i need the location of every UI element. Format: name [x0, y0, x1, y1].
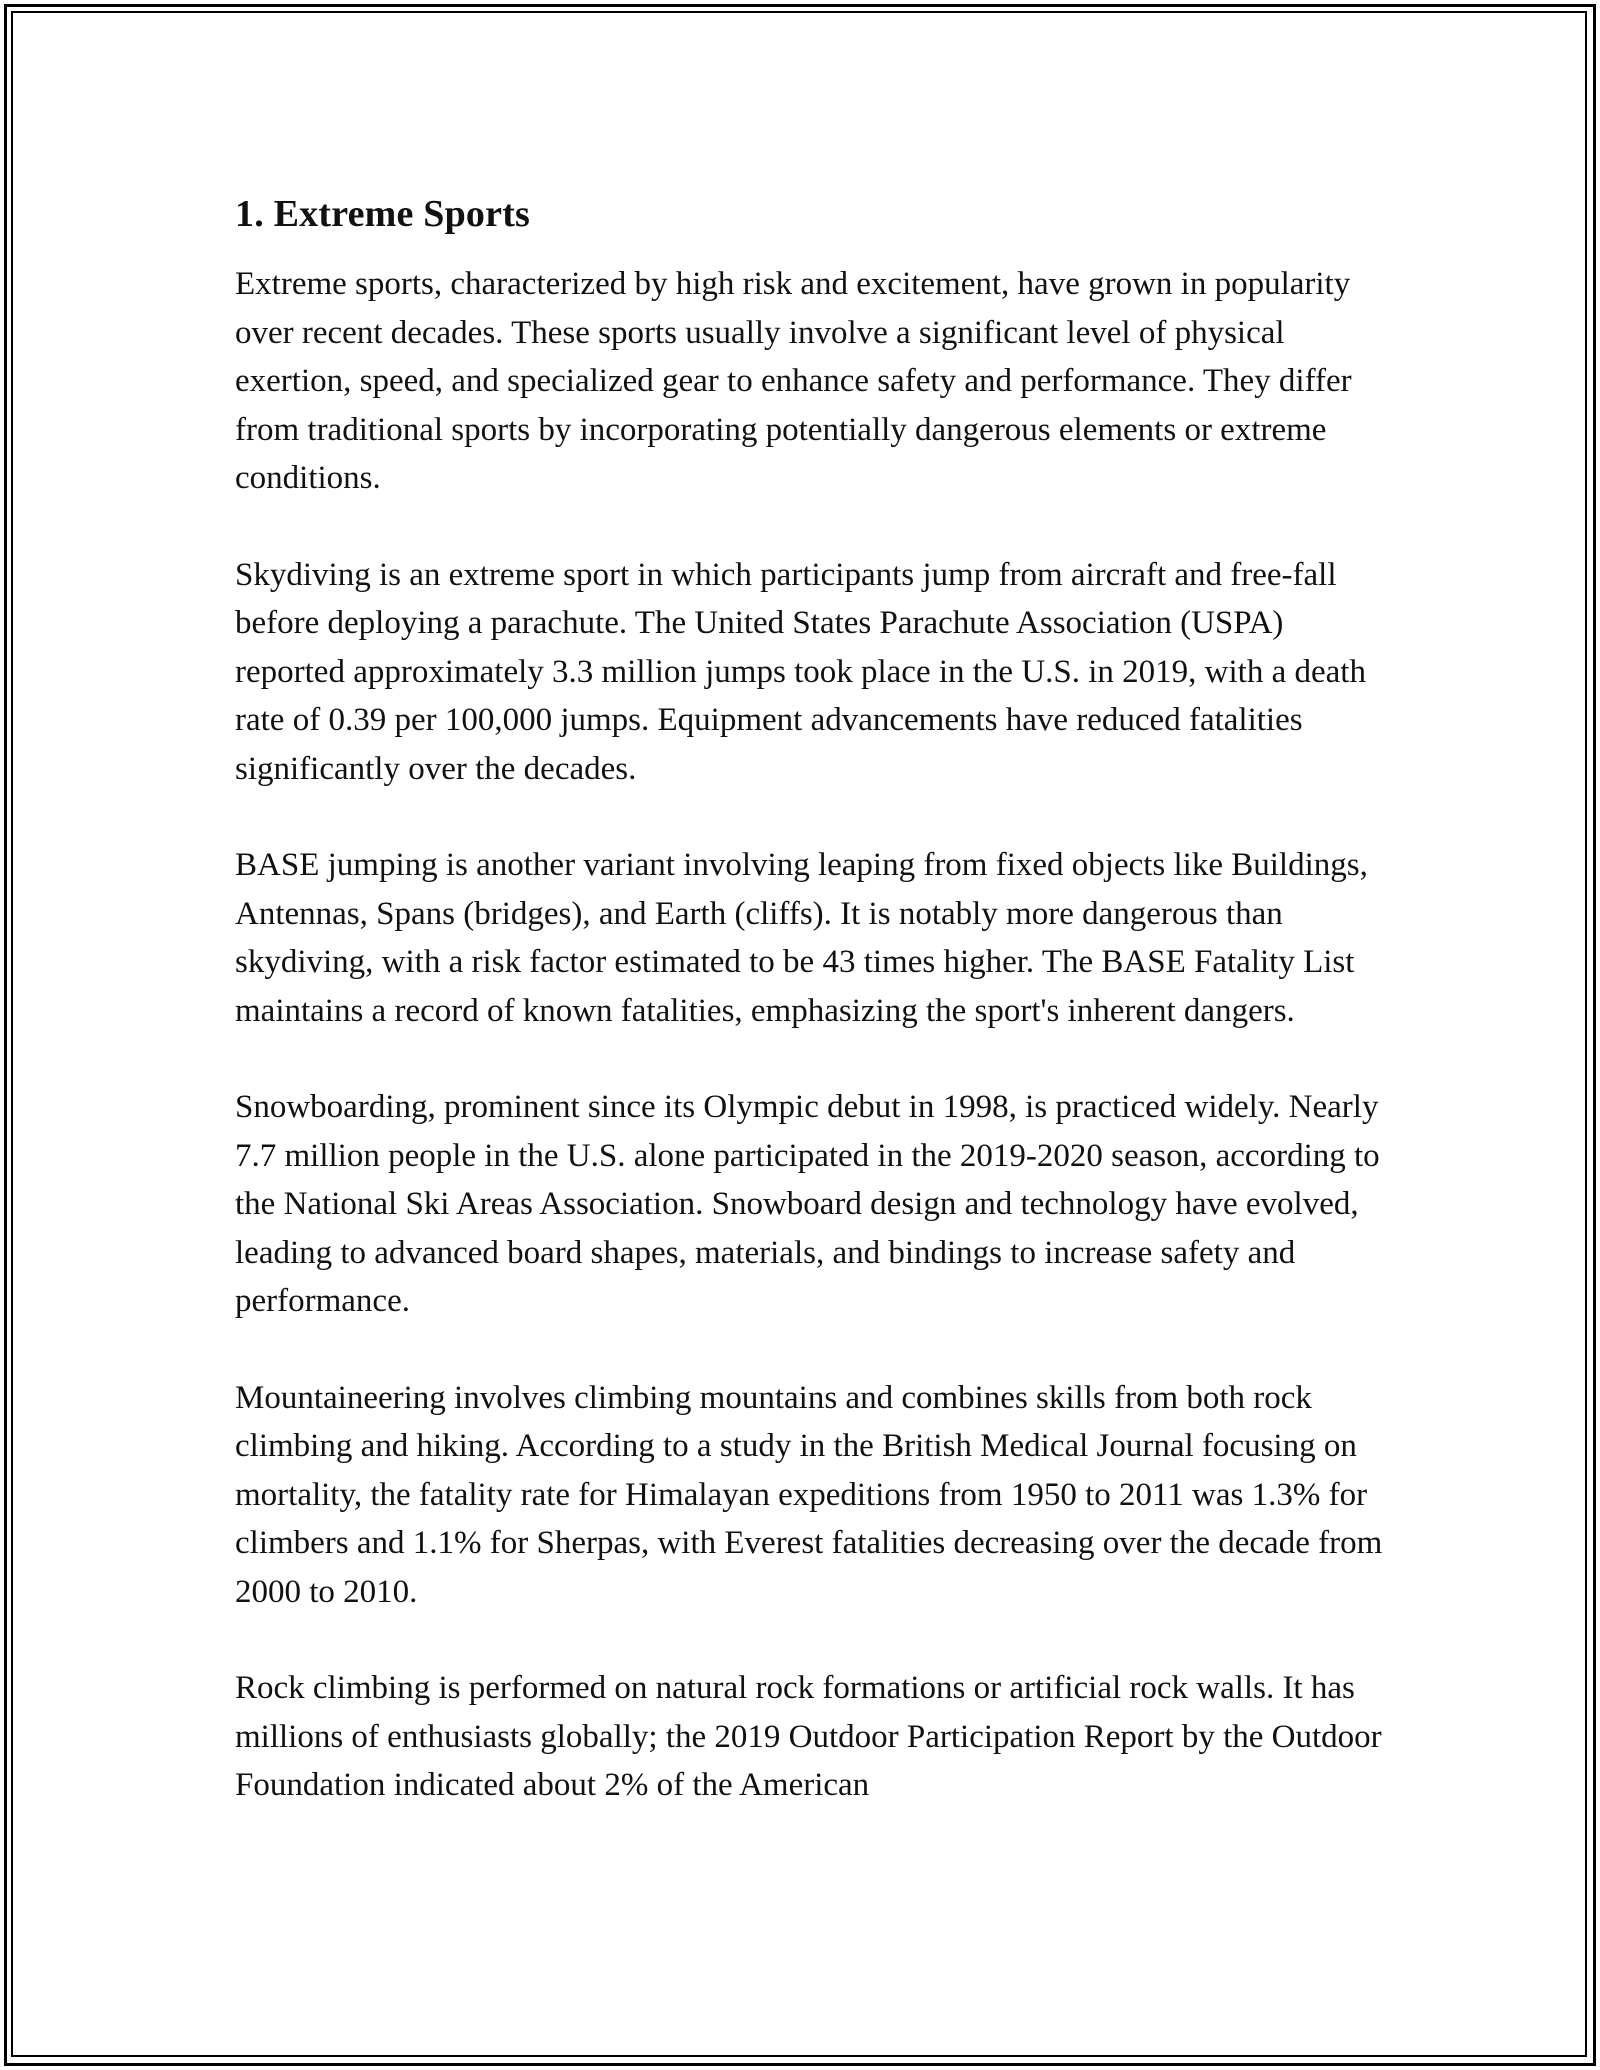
paragraph-skydiving: Skydiving is an extreme sport in which participants jump from aircraft and free-fall before deploying a parachute. The United States Parachute Association (USPA) reported approximately 3.3 million jumps took place in the U.S. in 2019, with a death rate of 0.39 per 100,000 jumps. Equipment advancements have reduced fatalities significantly over the decades.	[235, 556, 1366, 787]
paragraph-rock-climbing: Rock climbing is performed on natural rock formations or artificial rock walls. It has millions of enthusiasts globally; the 2019 Outdoor Participation Report by the Outdoor Foundation indicated about 2% of the American	[235, 1670, 1382, 1803]
paragraph-intro: Extreme sports, characterized by high risk and excitement, have grown in popularity over recent decades. These sports usually involve a significant level of physical exertion, speed, and specialized gear to enhance safety and performance. They differ from traditional sports by incorporating potentially dangerous elements or extreme conditions.	[235, 266, 1352, 496]
paragraph-base-jumping: BASE jumping is another variant involving leaping from fixed objects like Buildings, Antennas, Spans (bridges), and Earth (cliffs). It is notably more dangerous than skydiving, with a risk factor estimated to be 43 times higher. The BASE Fatality List maintains a record of known fatalities, emphasizing the sport's inherent dangers.	[235, 847, 1368, 1029]
document-body	[235, 186, 1395, 1858]
paragraph-mountaineering: Mountaineering involves climbing mountains and combines skills from both rock climbing and hiking. According to a study in the British Medical Journal focusing on mortality, the fatality rate for Himalayan expeditions from 1950 to 2011 was 1.3% for climbers and 1.1% for Sherpas, with Everest fatalities decreasing over the decade from 2000 to 2010.	[235, 1379, 1383, 1610]
section-heading: 1. Extreme Sports	[235, 193, 531, 235]
paragraph-snowboarding: Snowboarding, prominent since its Olympic debut in 1998, is practiced widely. Nearly 7.7 million people in the U.S. alone participated in the 2019-2020 season, according to the National Ski Areas Association. Snowboard design and technology have evolved, leading to advanced board shapes, materials, and bindings to increase safety and performance.	[235, 1089, 1380, 1319]
